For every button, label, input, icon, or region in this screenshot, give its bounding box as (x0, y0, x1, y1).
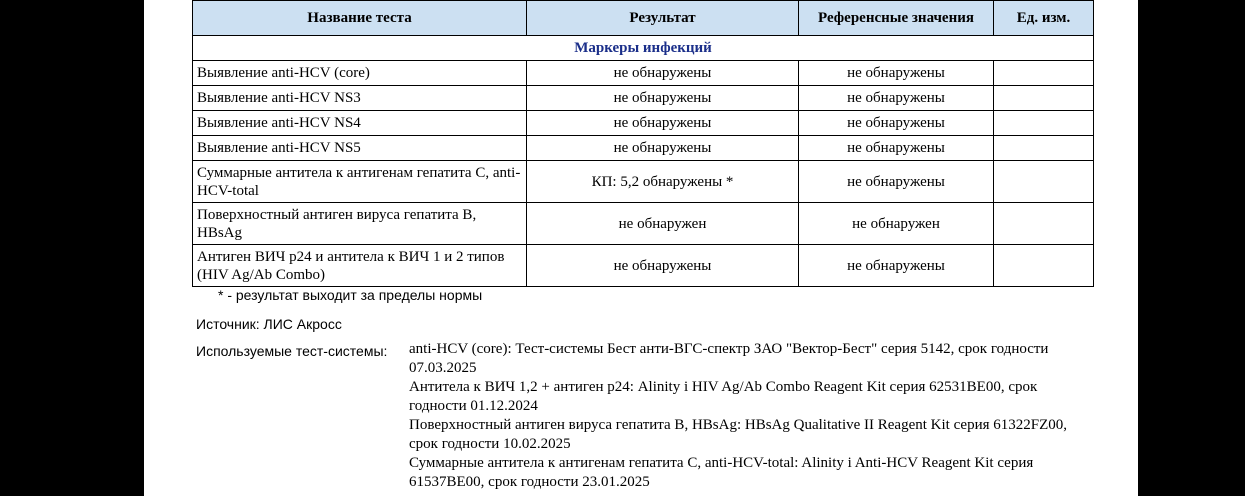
test-name: Выявление anti-HCV NS3 (193, 86, 527, 111)
document-page (144, 0, 1138, 496)
test-reference: не обнаружены (799, 161, 994, 203)
test-name: Выявление anti-HCV NS5 (193, 136, 527, 161)
section-row (193, 36, 1094, 61)
test-reference: не обнаружены (799, 245, 994, 287)
test-unit (994, 61, 1094, 86)
test-name: Выявление anti-HCV (core) (193, 61, 527, 86)
test-result: не обнаружены (527, 136, 799, 161)
test-reference: не обнаружены (799, 86, 994, 111)
test-result: не обнаружены (527, 245, 799, 287)
table-header-row (193, 1, 1094, 36)
test-result: не обнаружены (527, 61, 799, 86)
table-row (193, 111, 1094, 136)
test-name: Выявление anti-HCV NS4 (193, 111, 527, 136)
table-row (193, 161, 1094, 203)
test-unit (994, 136, 1094, 161)
test-systems-label: Используемые тест-системы: (196, 343, 388, 359)
header-reference: Референсные значения (799, 1, 994, 36)
test-unit (994, 161, 1094, 203)
header-result: Результат (527, 1, 799, 36)
table-row (193, 136, 1094, 161)
test-result: КП: 5,2 обнаружены * (527, 161, 799, 203)
test-result: не обнаружен (527, 203, 799, 245)
test-systems-list (409, 340, 1089, 492)
test-system-item: Поверхностный антиген вируса гепатита В, HBsAg: HBsAg Qualitative II Reagent Kit серия 61322FZ00, срок годности 10.02.2025 (409, 417, 1068, 452)
test-reference: не обнаружены (799, 111, 994, 136)
header-unit: Ед. изм. (994, 1, 1094, 36)
test-name: Антиген ВИЧ р24 и антитела к ВИЧ 1 и 2 типов (HIV Ag/Ab Combo) (193, 245, 527, 287)
source-line: Источник: ЛИС Акросс (196, 316, 342, 332)
test-reference: не обнаружены (799, 136, 994, 161)
table-row (193, 86, 1094, 111)
test-system-item: anti-HCV (core): Тест-системы Бест анти-ВГС-спектр ЗАО "Вектор-Бест" серия 5142, срок годности 07.03.2025 (409, 341, 1049, 376)
test-unit (994, 245, 1094, 287)
test-unit (994, 203, 1094, 245)
test-system-item: Антитела к ВИЧ 1,2 + антиген р24: Alinity i HIV Ag/Ab Combo Reagent Kit серия 62531BE00, срок годности 01.12.2024 (409, 379, 1038, 414)
test-result: не обнаружены (527, 111, 799, 136)
test-unit (994, 111, 1094, 136)
test-name: Поверхностный антиген вируса гепатита В, HBsAg (193, 203, 527, 245)
section-title: Маркеры инфекций (193, 36, 1094, 61)
test-reference: не обнаружен (799, 203, 994, 245)
test-system-item: Суммарные антитела к антигенам гепатита С, anti-HCV-total: Alinity i Anti-HCV Reagent Kit серия 61537BE00, срок годности 23.01.2025 (409, 455, 1034, 490)
test-result: не обнаружены (527, 86, 799, 111)
table-row (193, 61, 1094, 86)
header-test-name: Название теста (193, 1, 527, 36)
test-reference: не обнаружены (799, 61, 994, 86)
table-row (193, 203, 1094, 245)
abnormal-footnote: * - результат выходит за пределы нормы (218, 287, 483, 303)
table-row (193, 245, 1094, 287)
test-unit (994, 86, 1094, 111)
test-name: Суммарные антитела к антигенам гепатита С, anti-HCV-total (193, 161, 527, 203)
results-table (192, 0, 1094, 287)
